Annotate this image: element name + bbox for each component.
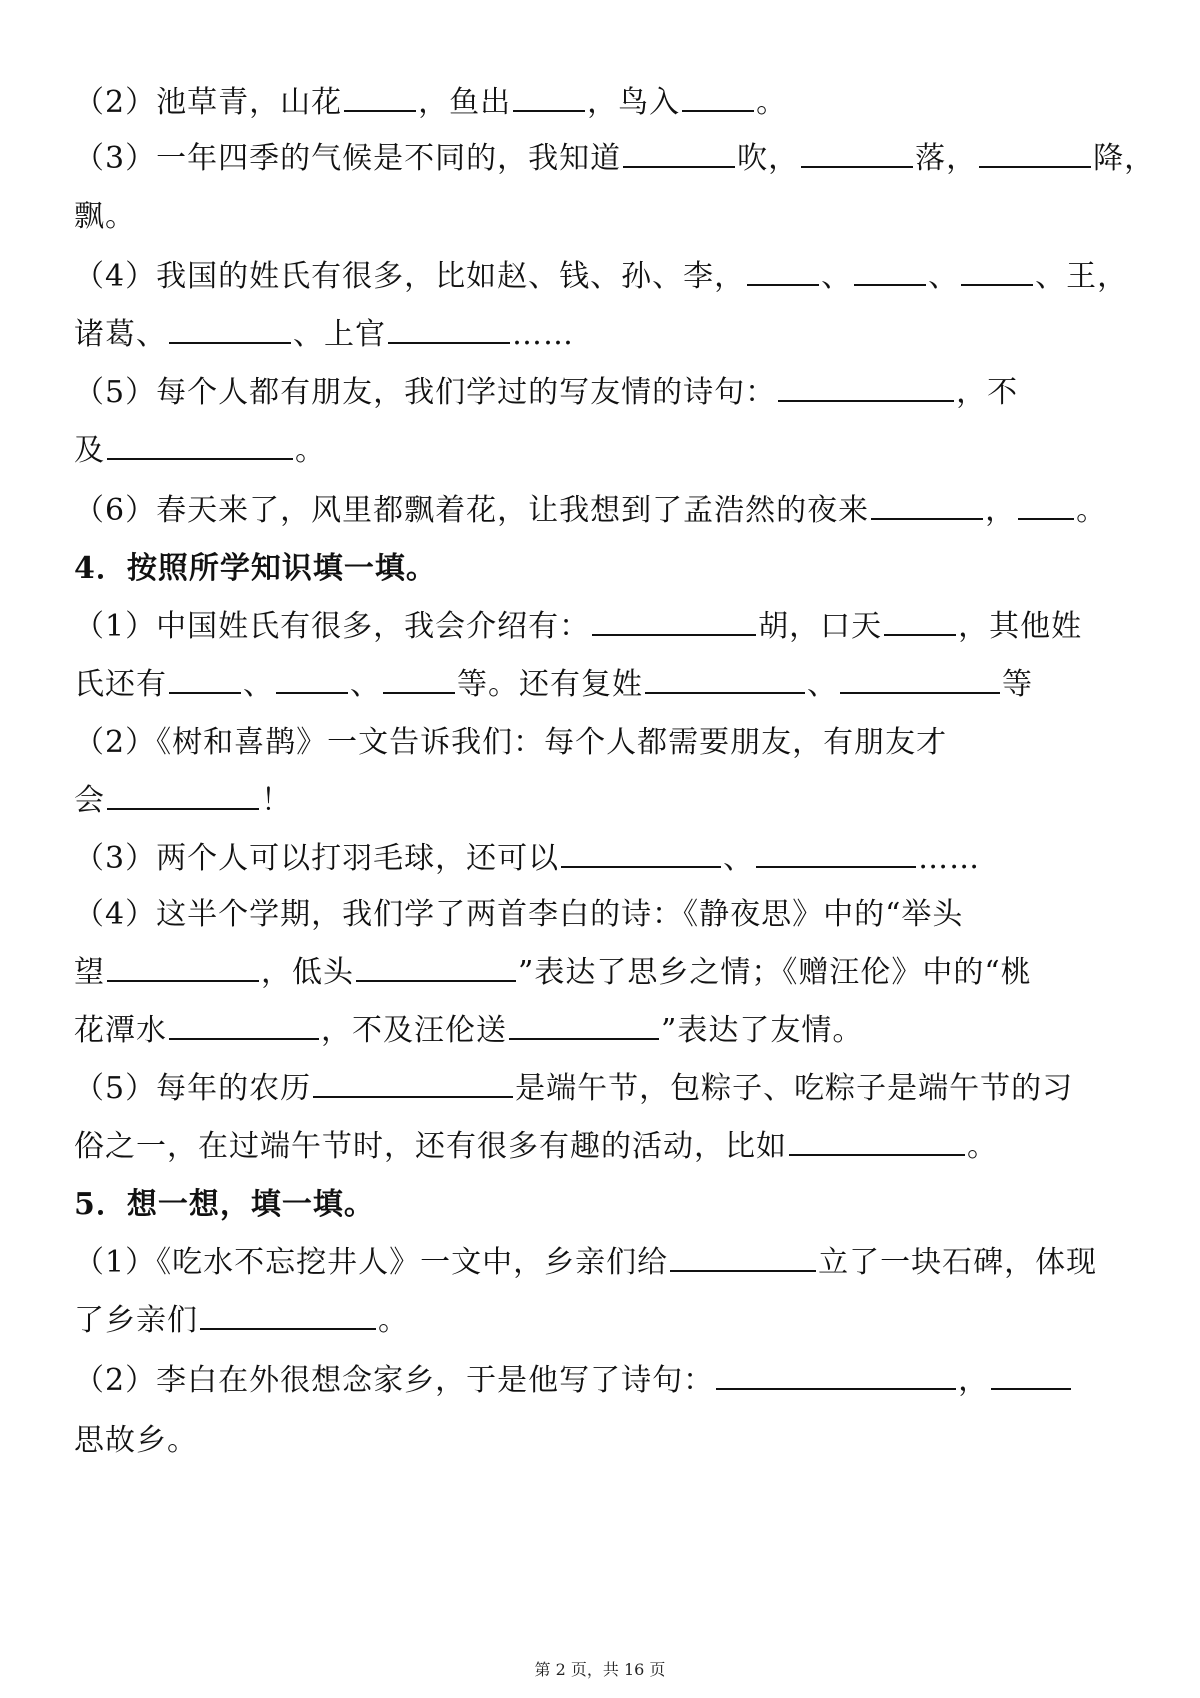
- q4-heading: [74, 538, 1140, 600]
- text: 胡，口天: [758, 609, 883, 644]
- text: （2）李白在外很想念家乡，于是他写了诗句：: [74, 1363, 715, 1398]
- text: 、: [928, 259, 960, 294]
- text: 立了一块石碑，体现: [818, 1245, 1098, 1280]
- answer-blank[interactable]: [276, 666, 348, 694]
- q5-item1-line2: [74, 1290, 1140, 1352]
- text: 等。还有复姓: [457, 667, 643, 702]
- text: 、王，: [1035, 259, 1129, 294]
- text: 、: [350, 667, 381, 702]
- text: 思故乡。: [74, 1423, 198, 1458]
- answer-blank[interactable]: [716, 1362, 956, 1390]
- q4-item2-line2: [74, 770, 1140, 832]
- answer-blank[interactable]: [991, 1362, 1071, 1390]
- text: ……: [512, 317, 574, 352]
- text: ，其他姓: [958, 609, 1083, 644]
- text: （4）我国的姓氏有很多，比如赵、钱、孙、李，: [74, 259, 746, 294]
- answer-blank[interactable]: [884, 608, 956, 636]
- text: 飘。: [74, 199, 136, 234]
- answer-blank[interactable]: [670, 1244, 816, 1272]
- text: ，低头: [261, 955, 354, 990]
- answer-blank[interactable]: [169, 1012, 319, 1040]
- text: 。: [756, 85, 788, 120]
- answer-blank[interactable]: [200, 1302, 376, 1330]
- q3-item2-line: [74, 72, 1140, 134]
- answer-blank[interactable]: [682, 84, 754, 112]
- answer-blank[interactable]: [388, 316, 510, 344]
- q3-item5-line2: [74, 420, 1140, 482]
- q4-item4-line1: [74, 884, 1140, 946]
- answer-blank[interactable]: [840, 666, 1000, 694]
- text: 俗之一，在过端午节时，还有很多有趣的活动，比如: [74, 1129, 787, 1164]
- text: ……: [918, 841, 981, 876]
- answer-blank[interactable]: [356, 954, 516, 982]
- text: ，: [958, 1363, 990, 1398]
- text: 望: [74, 955, 105, 990]
- q4-item5-line2: [74, 1116, 1140, 1178]
- answer-blank[interactable]: [107, 432, 293, 460]
- text: （2）池草青，山花: [74, 85, 343, 120]
- text: 、: [723, 841, 755, 876]
- text: ，不: [956, 375, 1019, 410]
- text: （1）中国姓氏有很多，我会介绍有：: [74, 609, 591, 644]
- q4-item4-line3: [74, 1000, 1140, 1062]
- text: ，鱼出: [418, 85, 512, 120]
- text: ，: [985, 493, 1017, 528]
- q5-heading: [74, 1174, 1140, 1236]
- q4-item4-line2: [74, 942, 1140, 1004]
- answer-blank[interactable]: [871, 492, 983, 520]
- answer-blank[interactable]: [979, 140, 1091, 168]
- q3-item4-line2: [74, 304, 1140, 366]
- answer-blank[interactable]: [592, 608, 756, 636]
- q3-item5-line1: [74, 362, 1140, 424]
- answer-blank[interactable]: [513, 84, 585, 112]
- answer-blank[interactable]: [961, 258, 1033, 286]
- section-title: 5．想一想，填一填。: [74, 1187, 375, 1222]
- text: （2）《树和喜鹊》一文告诉我们：每个人都需要朋友，有朋友才: [74, 725, 948, 760]
- q3-item6-line: [74, 480, 1140, 542]
- text: 是端午节，包粽子、吃粽子是端午节的习: [515, 1071, 1074, 1106]
- q3-item3-line2: [74, 186, 1140, 248]
- text: （3）两个人可以打羽毛球，还可以: [74, 841, 560, 876]
- text: 氏还有: [74, 667, 167, 702]
- answer-blank[interactable]: [344, 84, 416, 112]
- text: （4）这半个学期，我们学了两首李白的诗：《静夜思》中的“举头: [74, 897, 964, 932]
- answer-blank[interactable]: [107, 782, 259, 810]
- text: ，不及汪伦送: [321, 1013, 507, 1048]
- text: （5）每年的农历: [74, 1071, 312, 1106]
- answer-blank[interactable]: [313, 1070, 513, 1098]
- text: ！: [261, 783, 292, 818]
- text: 落，: [915, 141, 978, 176]
- text: 、: [821, 259, 853, 294]
- q4-item2-line1: [74, 712, 1140, 774]
- answer-blank[interactable]: [169, 666, 241, 694]
- q4-item1-line1: [74, 596, 1140, 658]
- text: 吹，: [737, 141, 800, 176]
- text: 了乡亲们: [74, 1303, 198, 1338]
- q5-item2-line1: [74, 1350, 1140, 1412]
- text: 、: [807, 667, 838, 702]
- text: （6）春天来了，风里都飘着花，让我想到了孟浩然的夜来: [74, 493, 870, 528]
- answer-blank[interactable]: [383, 666, 455, 694]
- text: ”表达了友情。: [661, 1013, 864, 1048]
- answer-blank[interactable]: [169, 316, 291, 344]
- answer-blank[interactable]: [645, 666, 805, 694]
- answer-blank[interactable]: [778, 374, 954, 402]
- text: 诸葛、: [74, 317, 167, 352]
- q4-item3-line: [74, 828, 1140, 890]
- q4-item1-line2: [74, 654, 1140, 716]
- answer-blank[interactable]: [509, 1012, 659, 1040]
- answer-blank[interactable]: [756, 840, 916, 868]
- text: 。: [378, 1303, 409, 1338]
- answer-blank[interactable]: [1018, 492, 1074, 520]
- answer-blank[interactable]: [801, 140, 913, 168]
- text: 降，: [1093, 141, 1156, 176]
- q3-item4-line1: [74, 246, 1140, 308]
- text: 、: [243, 667, 274, 702]
- q5-item1-line1: [74, 1232, 1140, 1294]
- answer-blank[interactable]: [561, 840, 721, 868]
- q4-item5-line1: [74, 1058, 1140, 1120]
- text: ”表达了思乡之情；《赠汪伦》中的“桃: [518, 955, 1032, 990]
- text: 。: [1076, 493, 1108, 528]
- page-footer: 第 2 页，共 16 页: [534, 1660, 666, 1679]
- text: （5）每个人都有朋友，我们学过的写友情的诗句：: [74, 375, 777, 410]
- answer-blank[interactable]: [747, 258, 819, 286]
- q3-item3-line1: [74, 128, 1156, 190]
- answer-blank[interactable]: [623, 140, 735, 168]
- text: 会: [74, 783, 105, 818]
- text: 、上官: [293, 317, 386, 352]
- section-title: 4．按照所学知识填一填。: [74, 551, 437, 586]
- text: ，鸟入: [587, 85, 681, 120]
- answer-blank[interactable]: [107, 954, 259, 982]
- text: 。: [967, 1129, 998, 1164]
- text: （1）《吃水不忘挖井人》一文中，乡亲们给: [74, 1245, 669, 1280]
- text: （3）一年四季的气候是不同的，我知道: [74, 141, 622, 176]
- q5-item2-line2: [74, 1410, 1140, 1472]
- text: 等: [1002, 667, 1033, 702]
- text: 及: [74, 433, 105, 468]
- answer-blank[interactable]: [789, 1128, 965, 1156]
- answer-blank[interactable]: [854, 258, 926, 286]
- text: 。: [295, 433, 326, 468]
- text: 花潭水: [74, 1013, 167, 1048]
